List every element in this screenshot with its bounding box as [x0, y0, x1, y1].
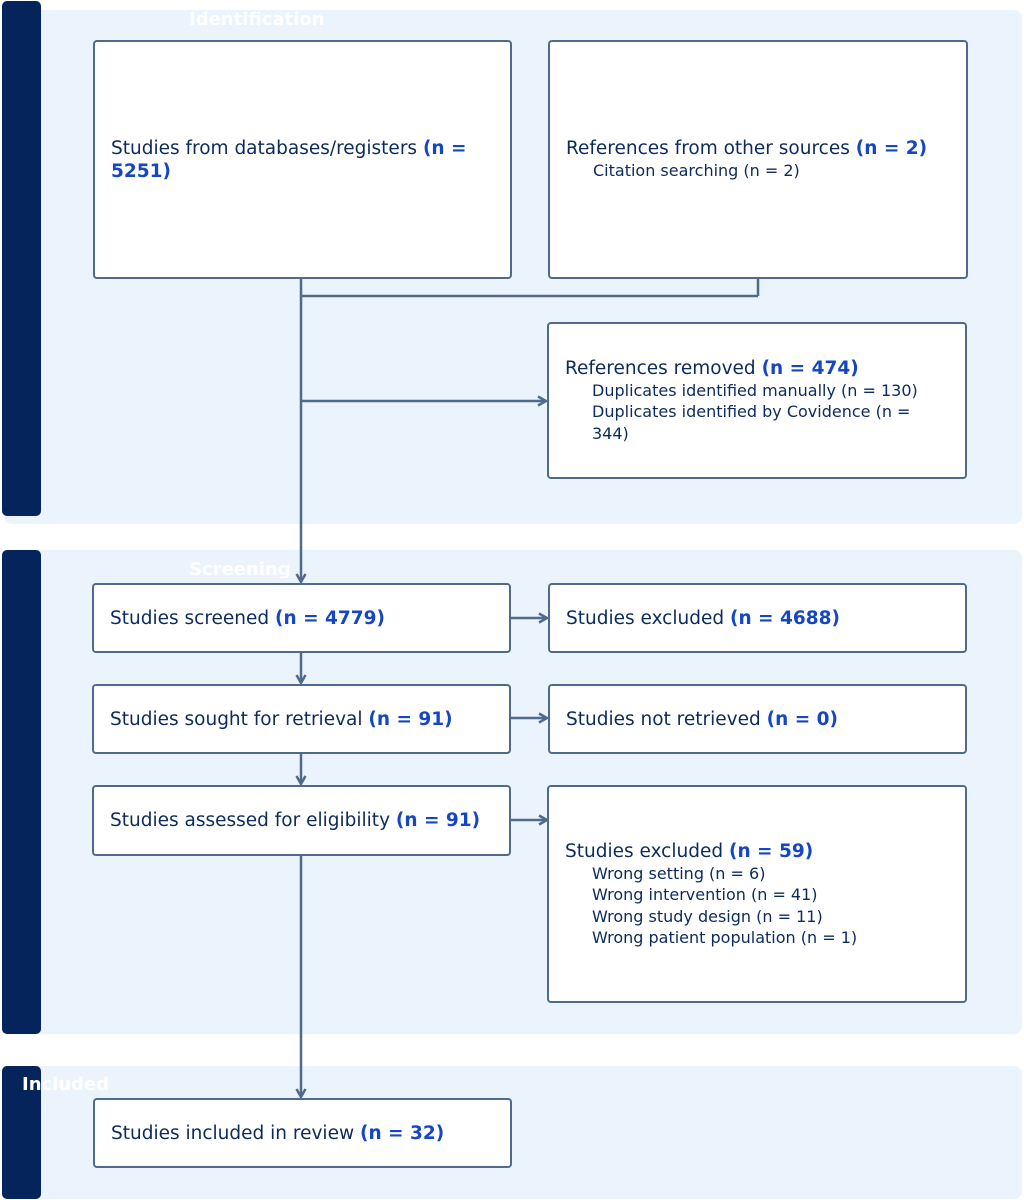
- other-sources-box: [548, 40, 968, 279]
- screened-count: (n = 4779): [275, 607, 385, 629]
- elig-excluded-text: [565, 840, 949, 863]
- screen-excluded-label: Studies excluded: [566, 607, 725, 629]
- elig-excluded-list: [592, 863, 949, 949]
- screened-text: [110, 607, 493, 630]
- screened-label: Studies screened: [110, 607, 270, 629]
- sought-label: Studies sought for retrieval: [110, 708, 363, 730]
- phase-label-identification: Identification: [189, 9, 325, 30]
- databases-count: (n = 5251): [111, 137, 467, 182]
- elig-excluded-count: (n = 59): [728, 840, 814, 862]
- removed-text: [565, 357, 949, 380]
- databases-text: [111, 137, 494, 183]
- screen-excluded-box: [548, 583, 967, 653]
- other-sources-label: References from other sources: [566, 138, 850, 160]
- sought-text: [110, 708, 493, 731]
- included-count: (n = 32): [359, 1122, 445, 1144]
- elig-excluded-item: Wrong patient population (n = 1): [592, 928, 858, 947]
- databases-label: Studies from databases/registers: [111, 137, 418, 159]
- removed-label: References removed: [565, 357, 756, 379]
- other-sources-item: Citation searching (n = 2): [593, 161, 800, 181]
- not-retrieved-label: Studies not retrieved: [566, 708, 761, 730]
- removed-item: Duplicates identified manually (n = 130): [592, 380, 918, 400]
- removed-list: [592, 380, 949, 445]
- removed-item: Duplicates identified by Covidence (n = 344): [592, 402, 911, 443]
- other-sources-text: [566, 137, 950, 160]
- phase-label-screening: Screening: [189, 559, 291, 580]
- assessed-box: [92, 785, 511, 856]
- screened-box: [92, 583, 511, 653]
- phase-label-included: Included: [22, 1074, 110, 1095]
- not-retrieved-count: (n = 0): [766, 708, 838, 730]
- assessed-text: [110, 809, 493, 832]
- other-sources-list: [593, 160, 950, 182]
- sought-count: (n = 91): [368, 708, 453, 730]
- sought-box: [92, 684, 511, 754]
- databases-box: [93, 40, 512, 279]
- elig-excluded-item: Wrong setting (n = 6): [592, 863, 766, 883]
- screen-excluded-count: (n = 4688): [729, 607, 840, 629]
- not-retrieved-box: [548, 684, 967, 754]
- elig-excluded-box: [547, 785, 967, 1003]
- removed-box: [547, 322, 967, 479]
- assessed-label: Studies assessed for eligibility: [110, 810, 391, 831]
- not-retrieved-text: [566, 708, 949, 731]
- included-label: Studies included in review: [111, 1122, 355, 1144]
- other-sources-count: (n = 2): [855, 138, 928, 160]
- elig-excluded-item: Wrong intervention (n = 41): [592, 885, 818, 904]
- removed-count: (n = 474): [761, 357, 859, 379]
- included-box: [93, 1098, 512, 1168]
- elig-excluded-item: Wrong study design (n = 11): [592, 906, 823, 926]
- screen-excluded-text: [566, 607, 949, 630]
- elig-excluded-label: Studies excluded: [565, 840, 724, 862]
- assessed-count: (n = 91): [395, 810, 481, 831]
- included-text: [111, 1122, 494, 1145]
